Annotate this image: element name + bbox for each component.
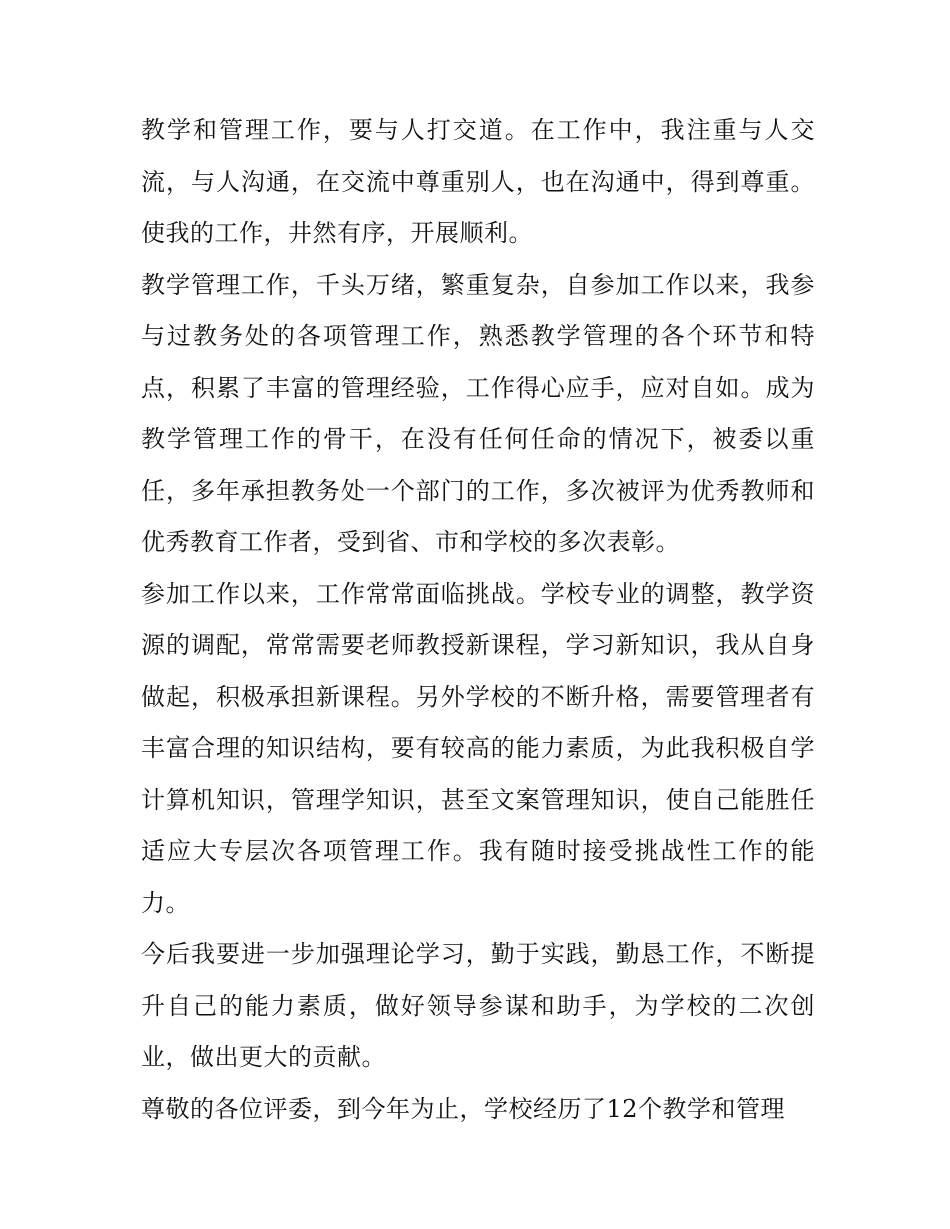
paragraph-4: 今后我要进一步加强理论学习，勤于实践，勤恳工作，不断提升自己的能力素质，做好领导参谋和助手，为学校的二次创业，做出更大的贡献。 bbox=[141, 940, 815, 1071]
paragraph-5: 尊敬的各位评委，到今年为止，学校经历了12个教学和管理 bbox=[141, 1094, 786, 1123]
paragraph-3: 参加工作以来，工作常常面临挑战。学校专业的调整，教学资源的调配，常常需要老师教授新课程，学习新知识，我从自身做起，积极承担新课程。另外学校的不断升格，需要管理者有丰富合理的知识结构，要有较高的能力素质，为此我积极自学计算机知识，管理学知识，甚至文案管理知识，使自己能胜任适应大专层次各项管理工作。我有随时接受挑战性工作的能力。 bbox=[141, 579, 815, 917]
document-body bbox=[141, 105, 815, 1135]
paragraph-1: 教学和管理工作，要与人打交道。在工作中，我注重与人交流，与人沟通，在交流中尊重别人，也在沟通中，得到尊重。使我的工作，井然有序，开展顺利。 bbox=[141, 116, 815, 247]
paragraph-2: 教学管理工作，千头万绪，繁重复杂，自参加工作以来，我参与过教务处的各项管理工作，熟悉教学管理的各个环节和特点，积累了丰富的管理经验，工作得心应手，应对自如。成为教学管理工作的骨干，在没有任何任命的情况下，被委以重任，多年承担教务处一个部门的工作，多次被评为优秀教师和优秀教育工作者，受到省、市和学校的多次表彰。 bbox=[141, 270, 815, 556]
